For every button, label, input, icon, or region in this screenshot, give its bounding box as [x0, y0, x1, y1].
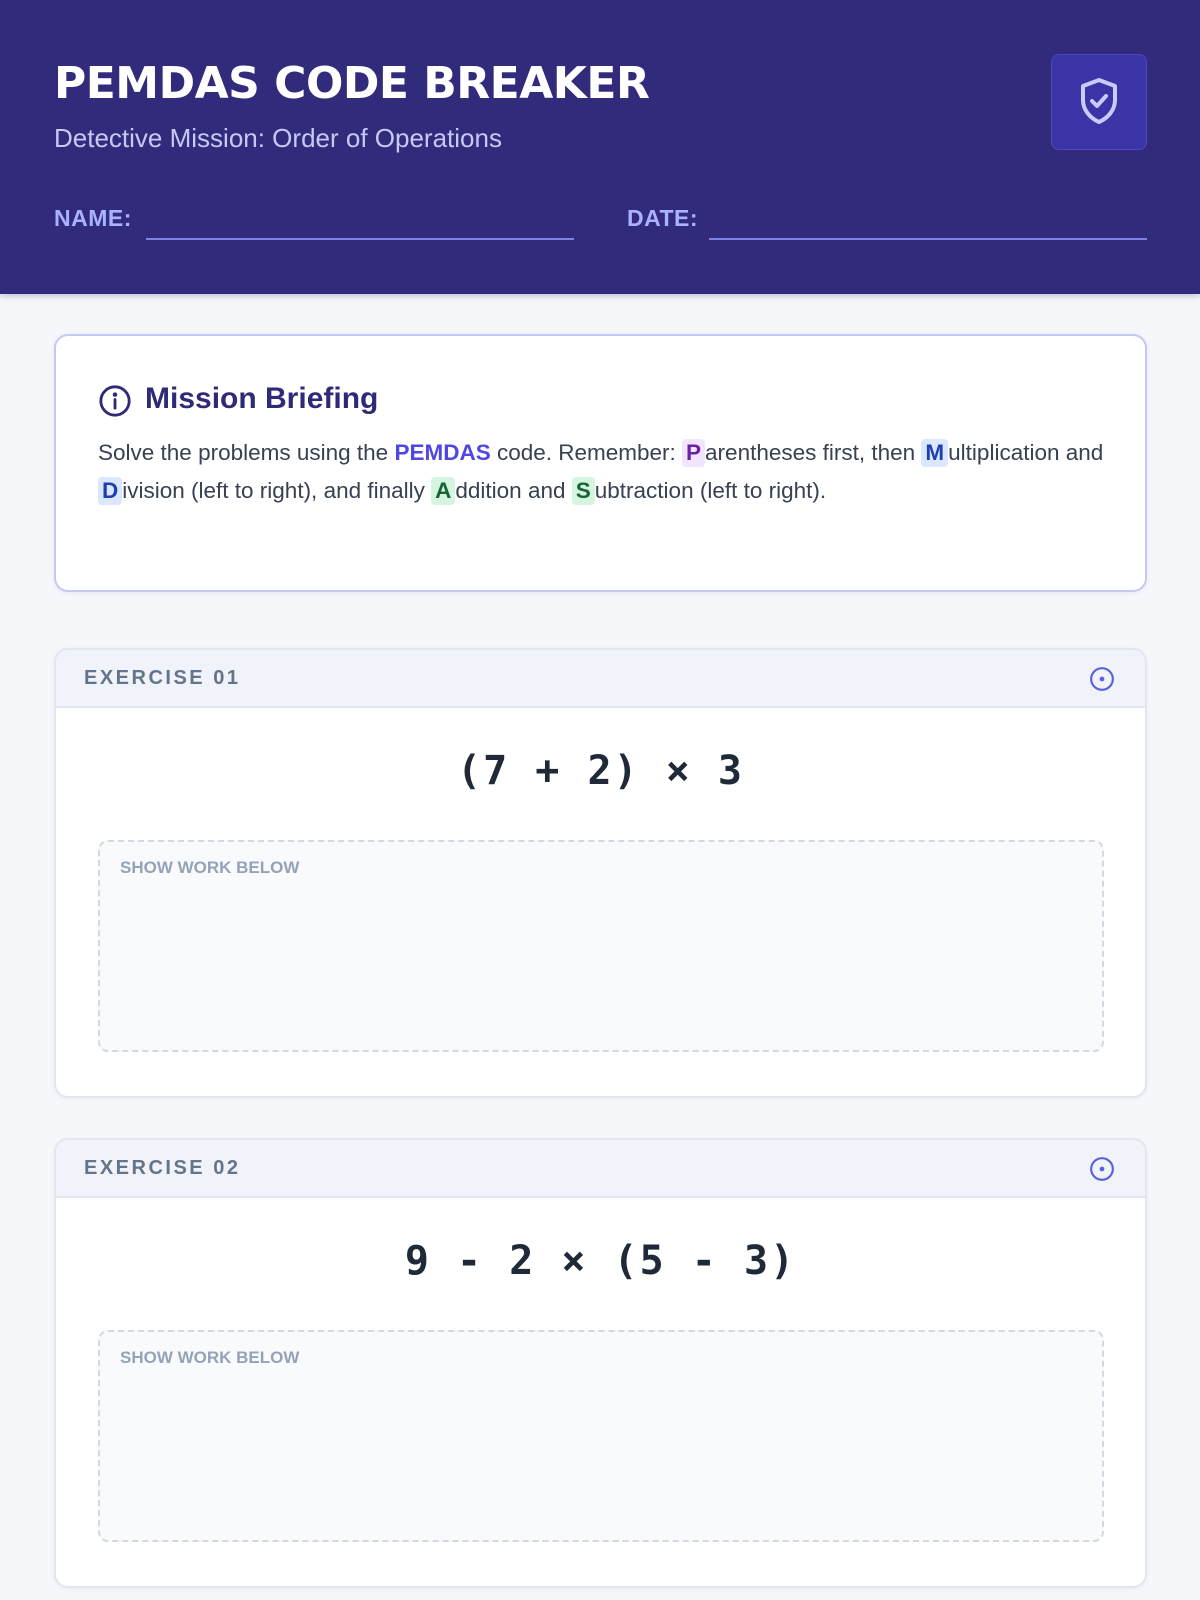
exercise-card	[54, 648, 1147, 1098]
shield-check-icon	[1075, 76, 1123, 128]
briefing-text: Solve the problems using the PEMDAS code. Remember: P arentheses first, then M ultiplication and D ivision (left to right), and finally A ddition and S ubtraction (left to right).	[98, 440, 1104, 503]
name-field[interactable]	[146, 238, 574, 240]
info-circle-icon	[98, 384, 132, 418]
target-icon	[1089, 1156, 1115, 1182]
exercise-label: EXERCISE 02	[84, 1157, 241, 1179]
work-label: SHOW WORK BELOW	[120, 1348, 300, 1367]
date-field[interactable]	[709, 238, 1147, 240]
exercise-card	[54, 1138, 1147, 1588]
exercise-header	[56, 650, 1145, 708]
page-title: PEMDAS CODE BREAKER	[54, 58, 650, 109]
briefing-title: Mission Briefing	[145, 382, 379, 415]
mission-briefing	[54, 334, 1147, 592]
name-label: NAME:	[54, 205, 132, 231]
worksheet-header	[0, 0, 1200, 294]
target-icon	[1089, 666, 1115, 692]
letter-p: P	[682, 439, 705, 467]
exercise-header	[56, 1140, 1145, 1198]
work-label: SHOW WORK BELOW	[120, 858, 300, 877]
page-subtitle: Detective Mission: Order of Operations	[54, 123, 502, 153]
badge	[1051, 54, 1147, 150]
date-label: DATE:	[627, 205, 699, 231]
letter-d: D	[98, 477, 122, 505]
work-area[interactable]	[98, 840, 1104, 1052]
letter-s: S	[572, 477, 595, 505]
exercise-label: EXERCISE 01	[84, 667, 241, 689]
letter-a: A	[431, 477, 455, 505]
exercise-expression: 9 - 2 × (5 - 3)	[404, 1238, 797, 1284]
work-area[interactable]	[98, 1330, 1104, 1542]
letter-m: M	[921, 439, 948, 467]
pemdas-highlight: PEMDAS	[394, 440, 491, 465]
exercise-expression: (7 + 2) × 3	[457, 748, 744, 794]
